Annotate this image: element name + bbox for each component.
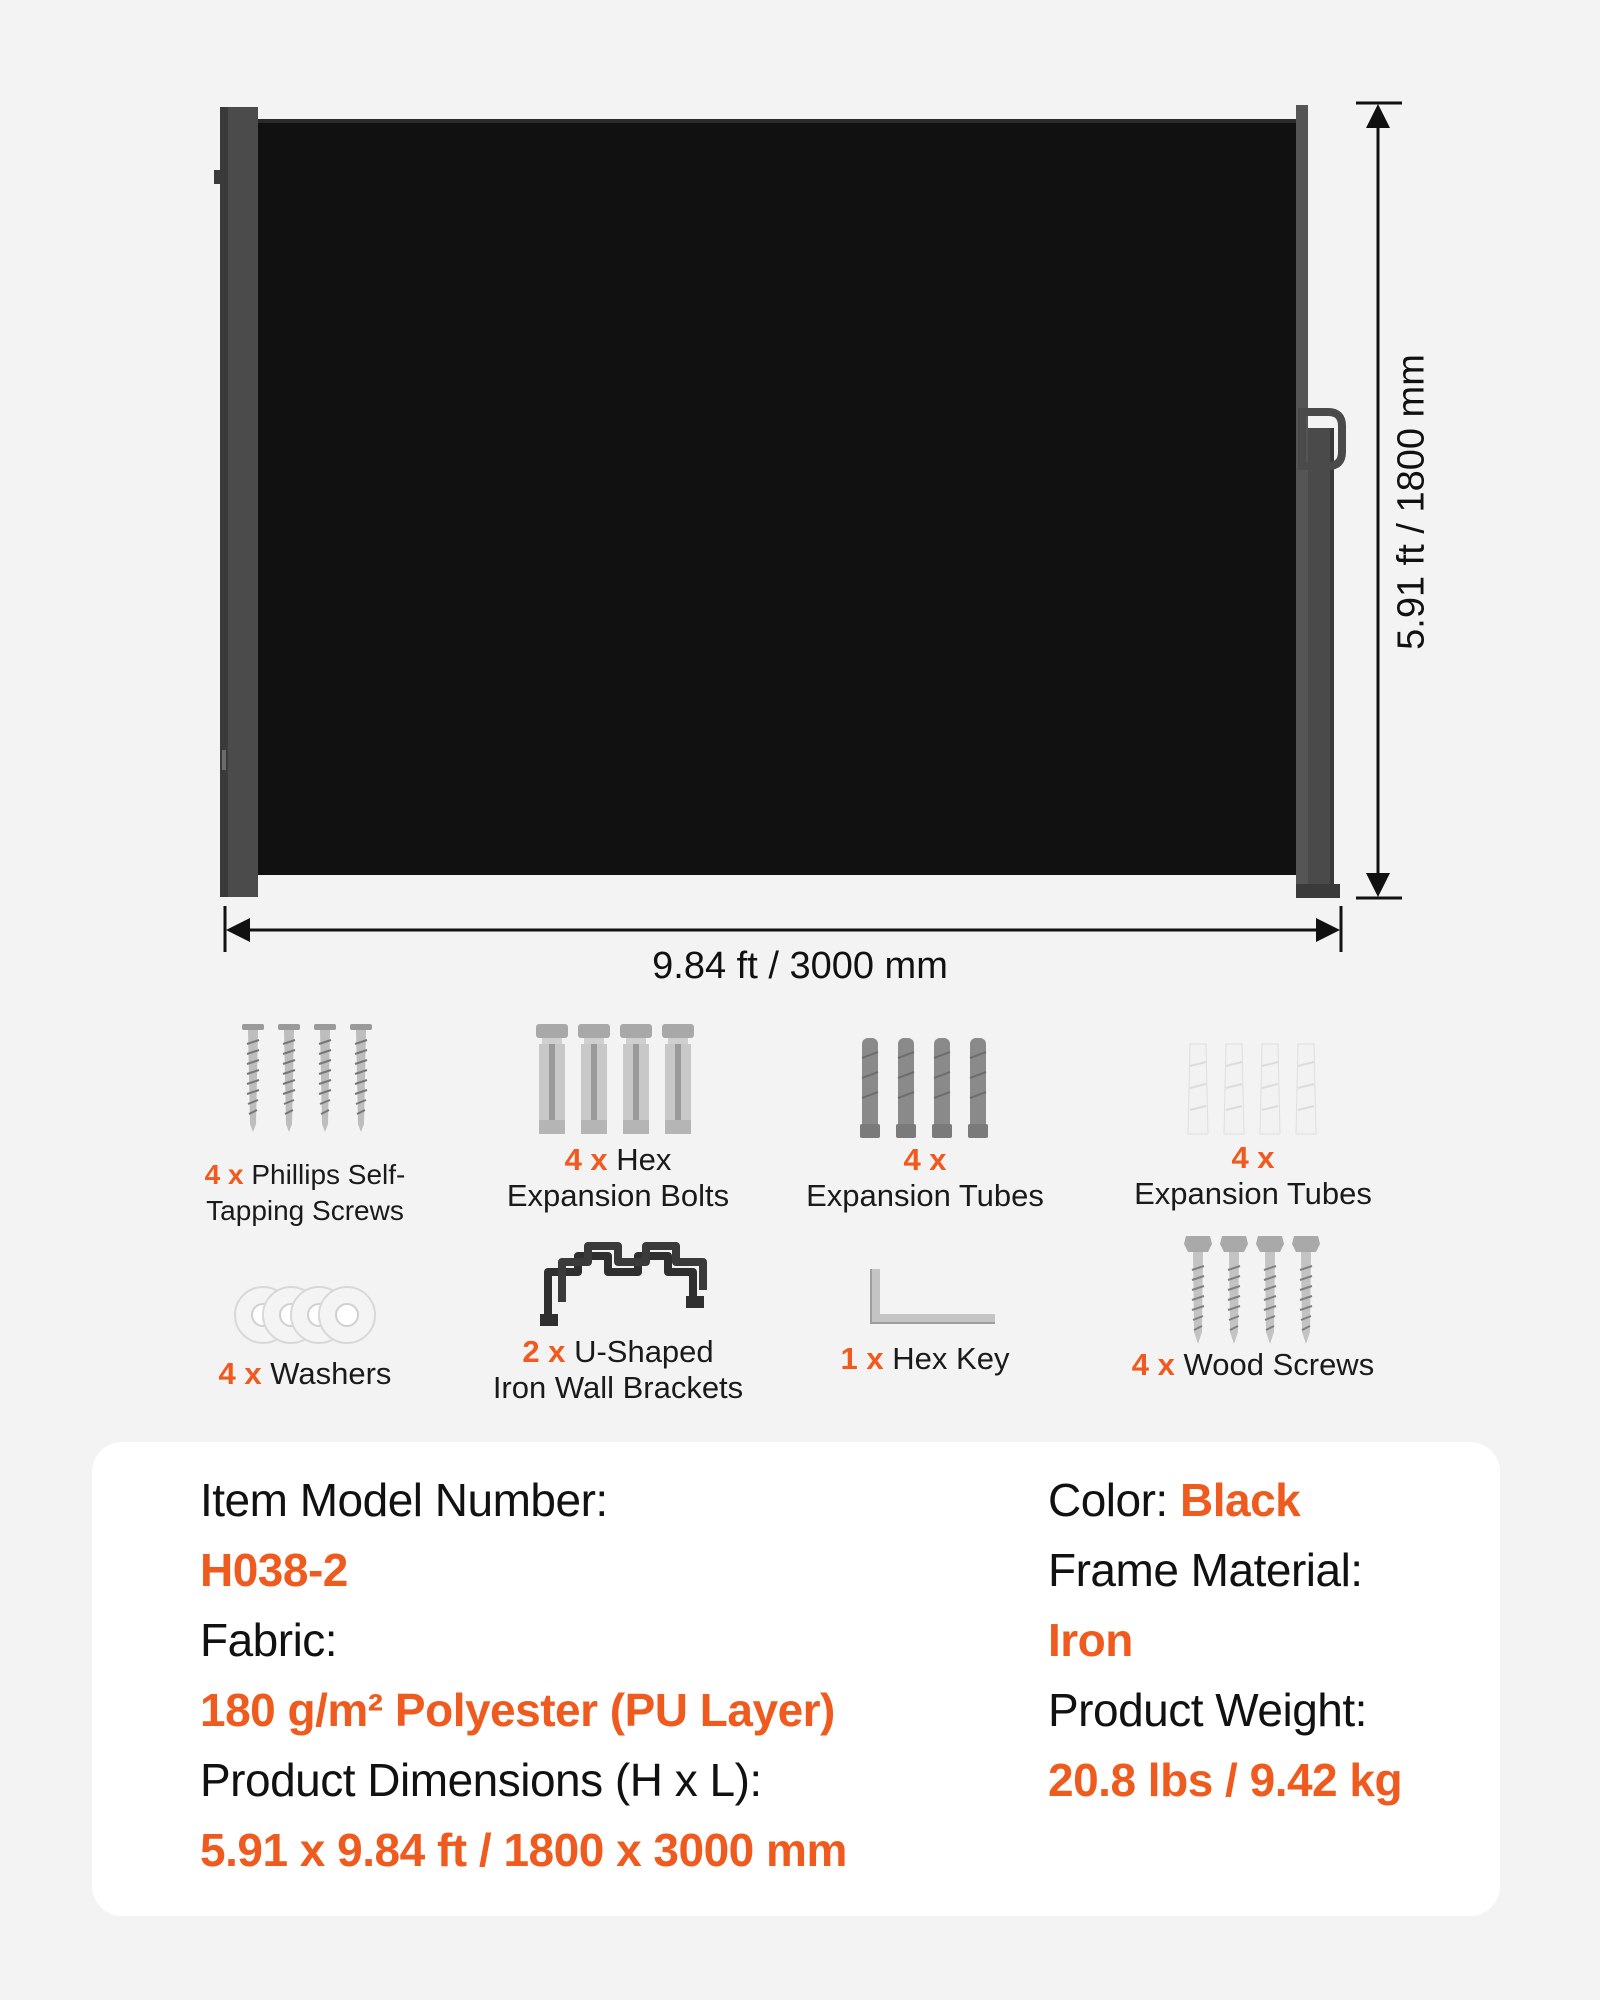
u-bracket-icon	[518, 1242, 718, 1332]
color-spec	[1048, 1470, 1300, 1530]
accessory-qty: 2 x	[522, 1334, 566, 1369]
dimensions-value: 5.91 x 9.84 ft / 1800 x 3000 mm	[200, 1824, 847, 1876]
accessory-qty: 1 x	[840, 1341, 884, 1376]
accessory-u-brackets	[468, 1242, 768, 1406]
accessory-qty: 4 x	[218, 1356, 262, 1391]
accessory-name: Phillips Self-	[251, 1159, 406, 1190]
model-value: H038-2	[200, 1544, 348, 1596]
accessory-name-cont: Tapping Screws	[206, 1195, 404, 1226]
color-value: Black	[1180, 1474, 1301, 1526]
right-cassette	[1296, 105, 1308, 895]
accessory-name-cont: Expansion Bolts	[506, 1178, 730, 1213]
accessory-qty: 4 x	[204, 1159, 244, 1190]
color-label: Color:	[1048, 1474, 1168, 1526]
accessory-name: Washers	[270, 1356, 392, 1391]
white-expansion-tube-icon	[1178, 1040, 1328, 1140]
accessory-qty: 4 x	[1131, 1347, 1175, 1382]
accessory-name: Expansion Tubes	[806, 1178, 1044, 1213]
accessory-hex-key	[775, 1265, 1075, 1377]
frame-value: Iron	[1048, 1614, 1133, 1666]
accessory-qty: 4 x	[564, 1142, 608, 1177]
accessory-phillips-screws	[155, 1020, 455, 1229]
fabric-label: Fabric:	[200, 1614, 338, 1666]
accessory-hex-bolts	[468, 1020, 768, 1214]
model-label: Item Model Number:	[200, 1474, 608, 1526]
fabric-value: 180 g/m² Polyester (PU Layer)	[200, 1684, 835, 1736]
frame-label: Frame Material:	[1048, 1544, 1363, 1596]
wood-screw-icon	[1178, 1232, 1328, 1347]
width-label: 9.84 ft / 3000 mm	[652, 945, 948, 987]
dimensions-label: Product Dimensions (H x L):	[200, 1754, 762, 1806]
accessory-name: Hex Key	[892, 1341, 1010, 1376]
gray-expansion-tube-icon	[850, 1036, 1000, 1140]
accessory-name: Expansion Tubes	[1134, 1176, 1372, 1211]
accessory-washers	[155, 1280, 455, 1392]
hex-expansion-bolt-icon	[528, 1020, 708, 1140]
washer-icon	[225, 1280, 385, 1350]
accessory-qty: 4 x	[1231, 1140, 1275, 1175]
accessory-name: Hex	[616, 1142, 672, 1177]
accessory-wood-screws	[1103, 1232, 1403, 1383]
hex-key-icon	[835, 1265, 1015, 1335]
screen-fabric	[258, 119, 1300, 875]
specs-card	[92, 1442, 1500, 1916]
accessory-white-tubes	[1103, 1040, 1403, 1212]
accessory-name-cont: Iron Wall Brackets	[492, 1370, 744, 1405]
height-label: 5.91 ft / 1800 mm	[1390, 354, 1433, 650]
phillips-screw-icon	[225, 1020, 385, 1135]
accessory-name: U-Shaped	[574, 1334, 714, 1369]
weight-label: Product Weight:	[1048, 1684, 1367, 1736]
accessory-name: Wood Screws	[1183, 1347, 1375, 1382]
accessory-gray-tubes	[775, 1036, 1075, 1214]
accessory-qty: 4 x	[903, 1142, 947, 1177]
weight-value: 20.8 lbs / 9.42 kg	[1048, 1754, 1403, 1806]
